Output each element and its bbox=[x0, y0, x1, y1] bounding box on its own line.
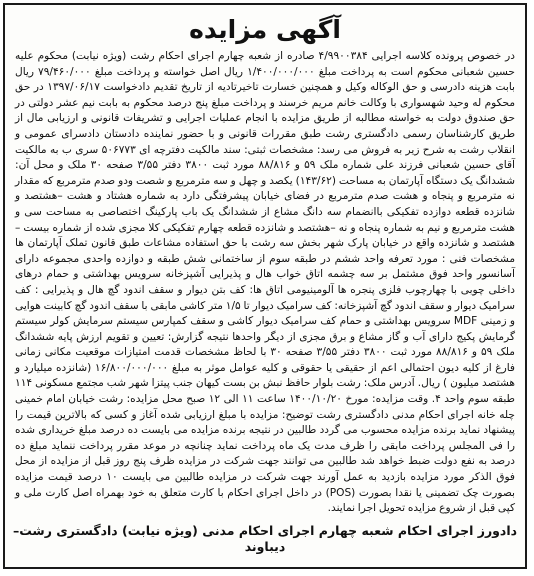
notice-title: آگهی مزایده bbox=[189, 15, 341, 44]
auction-notice bbox=[3, 3, 527, 569]
notice-body: در خصوص پرونده کلاسه اجرایی ۴/۹۹۰۰۳۸۴ صادره از شعبه چهارم اجرای احکام رشت (ویژه نیابت) محکوم علیه حسین شعبانی محکوم است به پرداخت مبلغ ۱/۴۰۰/۰۰۰/۰۰۰ ریال اصل خواسته و پرداخت مبلغ ۷۹/۴۶۰/۰۰۰ ریال بابت هزینه دادرسی و حق الوکاله وکیل و همچنین خسارت تاخیرتادیه از تاریخ تقدیم دادخواست ۱۳۹۷/۰۶/۱۷ در حق محکوم له وحید شهسواری با وکالت خانم مریم خرسند و پرداخت مبلغ پنج درصد محکوم به بابت نیم عشر دولتی در حق صندوق دولت به خواسته مطالبه از طریق مزایده با انجام عملیات اجرایی و تشریفات قانونی و ارزیابی مال از طریق کارشناسان رسمی دادگستری رشت طبق مقررات قانونی و با حضور نماینده دادستان دادسرای عمومی و انقلاب رشت به شرح زیر به فروش می رسد: مشخصات ثبتی: سند مالکیت دفترچه ای ۵۰۶۷۷۳ سری ب به مالکیت آقای حسین شعبانی فرزند علی شماره ملک ۵۹ و ۸۸/۸۱۶ مورد ثبت ۳۸۰۰ دفتر ۳/۵۵ صفحه ۳۰ ملک و محل آن: ششدانگ یک دستگاه آپارتمان به مساحت (۱۴۳/۶۲) یکصد و چهل و سه مترمربع و شصت ودو صدم مترمربع که مقدار نه مترمربع و پنجاه و هشت صدم مترمربع در فضای خیابان پیشرفتگی دارد به شماره هشتاد و هشت –هشتصد و شانزده قطعه دوازده تفکیکی باانضمام سه دانگ مشاع از ششدانگ یک باب پارکینگ اختصاصی به مساحت سی و هشت مترمربع و نیم به شماره پنجاه و نه –هشتصد و شانزده قطعه چهارم تفکیکی کلا مجزی شده از شماره بیست –هشتصد و شانزده واقع در خیابان پارک شهر بخش سه رشت با حق استفاده مشاعات طبق قانون تملک آپارتمان ها مشخصات فنی : مورد تعرفه واحد ششم در طبقه سوم از ساختمانی شش طبقه و دوازده واحدی مجموعه دارای آسانسور واحد فوق مشتمل بر سه چشمه اتاق خواب هال و پذیرایی آشپزخانه سرویس بهداشتی و حمام درهای داخلی چوبی با چهارچوب فلزی پنجره ها آلومینیومی اتاق ها: کف بتن دیوار و سقف اندود گچ هال و پذیرایی : کف سرامیک دیوار و سقف اندود گچ آشپزخانه: کف سرامیک دیوار تا ۱/۵ متر کاشی مابقی با سقف اندود گچ کابینت هوایی و زمینی MDF سرویس بهداشتی و حمام کف سرامیک دیوار کاشی و سقف کمپارس سیستم سرمایش کولر سیستم گرمایش پکیج دارای آب و گاز مشاع و برق مجزی از دیگر واحدها نتیجه گزارش: تعیین و تقویم ارزش پایه ششدانگ ملک ۵۹ و ۸۸/۸۱۶ مورد ثبت ۳۸۰۰ دفتر ۳/۵۵ صفحه ۳۰ با لحاظ مشخصات قدمت امتیازات موقعیت مکانی زمانی فارغ از کلیه دیون احتمالی اعم از حقیقی یا حقوقی و کلیه عوامل موثر به مبلغ ۱۶/۸۰۰/۰۰۰/۰۰۰ (شانزده میلیارد و هشتصد میلیون ) ریال. آدرس ملک: رشت بلوار حافظ نبش بن بست کیهان جنب پیتزا شهر شب مجتمع مسکونی ۱۱۴ طبقه سوم واحد ۴. وقت مزایده: مورخ ۱۴۰۰/۱۰/۲۰ ساعت ۱۱ الی ۱۲ صبح محل مزایده: رشت خیابان امام خمینی چله خانه اجرای احکام مدنی دادگستری رشت توضیح: مزایده با مبلغ ارزیابی شده آغاز و کسی که بالاترین قیمت را پیشنهاد نماید برنده مزایده محسوب می گردد طالبین در نتیجه برنده مزایده می بایست ده درصد مبلغ خریداری شده را فی المجلس پرداخت مابقی را ظرف مدت یک ماه پرداخت نماید چنانچه در موعد مقرر پرداخت ننماید مبلغ ده درصد به نفع دولت ضبط خواهد شد طالبین می توانند جهت شرکت در مزایده ظرف پنج روز قبل از مزایده از محل فوق الذکر مورد مزایده بازدید به عمل آورند جهت شرکت در مزایده طالبین می بایست ۱۰ درصد قیمت مزایده بصورت چک تضمینی یا نقدا بصورت (POS) در داخل اجرای احکام با کارت متعلق به خود بهمراه اصل کارت ملی و کپی قبل از شروع مزایده تحویل اجرا نمایند. bbox=[15, 50, 516, 515]
notice-signature: دادورز اجرای احکام شعبه چهارم اجرای احکام مدنی (ویژه نیابت) دادگستری رشت–دیباوند bbox=[12, 523, 518, 554]
